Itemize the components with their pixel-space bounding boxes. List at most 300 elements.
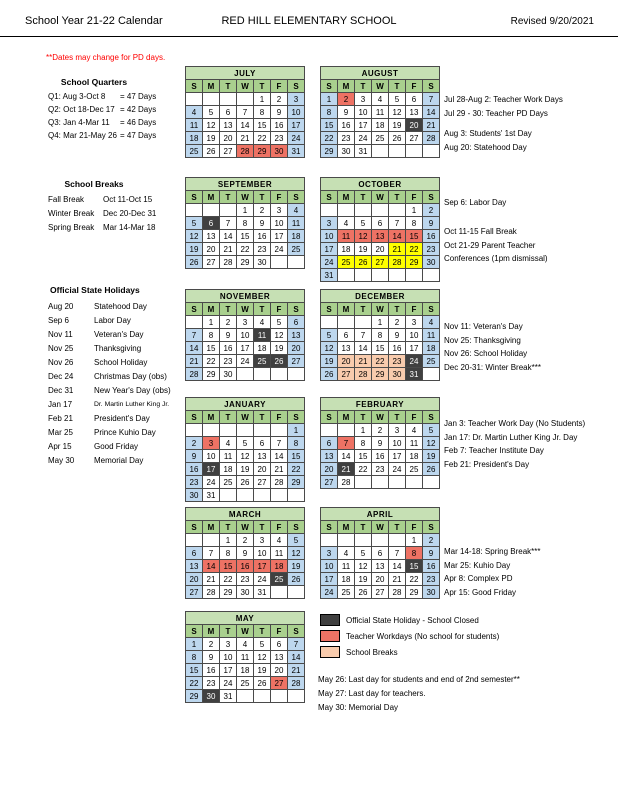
- annotations-novdec: [444, 320, 541, 374]
- day-cell: 19: [237, 463, 254, 476]
- month-title: JANUARY: [186, 398, 305, 411]
- day-cell: 31: [355, 145, 372, 158]
- day-cell: 8: [406, 547, 423, 560]
- dow-header: S: [288, 80, 305, 93]
- day-cell: 20: [372, 573, 389, 586]
- day-cell: 26: [203, 145, 220, 158]
- legend: [320, 612, 499, 660]
- day-cell: 4: [372, 93, 389, 106]
- day-cell: 11: [288, 217, 305, 230]
- day-cell: 16: [203, 664, 220, 677]
- day-cell: 16: [338, 119, 355, 132]
- dow-header: S: [423, 411, 440, 424]
- day-cell: 5: [389, 93, 406, 106]
- day-cell: 5: [254, 638, 271, 651]
- day-cell: 9: [186, 450, 203, 463]
- day-cell: 24: [288, 132, 305, 145]
- holiday-date: Nov 11: [48, 330, 73, 339]
- dow-header: T: [355, 80, 372, 93]
- day-cell: 31: [203, 489, 220, 502]
- day-cell: 23: [186, 476, 203, 489]
- day-cell: 6: [254, 437, 271, 450]
- day-cell: 16: [271, 119, 288, 132]
- dow-header: M: [338, 80, 355, 93]
- dow-header: W: [237, 191, 254, 204]
- day-cell: 10: [355, 106, 372, 119]
- day-cell: 14: [423, 106, 440, 119]
- holiday-label: Good Friday: [94, 442, 139, 451]
- day-cell: 13: [186, 560, 203, 573]
- day-cell: 5: [423, 424, 440, 437]
- day-cell: 27: [254, 476, 271, 489]
- day-cell: 1: [406, 534, 423, 547]
- day-cell: 2: [271, 93, 288, 106]
- day-cell: 19: [355, 573, 372, 586]
- dow-header: S: [423, 80, 440, 93]
- dow-header: T: [355, 521, 372, 534]
- day-cell: 16: [220, 342, 237, 355]
- day-cell: 3: [203, 437, 220, 450]
- dow-header: F: [271, 303, 288, 316]
- day-cell: 12: [423, 437, 440, 450]
- day-cell: 27: [406, 132, 423, 145]
- legend-label: School Breaks: [346, 647, 398, 657]
- day-cell: 22: [203, 355, 220, 368]
- day-cell: 2: [186, 437, 203, 450]
- dow-header: F: [271, 521, 288, 534]
- day-cell: 23: [389, 355, 406, 368]
- page-title: School Year 21-22 Calendar: [25, 15, 163, 27]
- holiday-label: Christmas Day (obs): [94, 372, 167, 381]
- month-title: FEBRUARY: [321, 398, 440, 411]
- day-cell: 25: [423, 355, 440, 368]
- day-cell: 2: [338, 93, 355, 106]
- day-cell: 4: [220, 437, 237, 450]
- day-cell: 21: [271, 463, 288, 476]
- annotation-line: Oct 11-15 Fall Break: [444, 227, 517, 236]
- day-cell: 30: [271, 145, 288, 158]
- day-cell: 12: [288, 547, 305, 560]
- quarter-label: Q2: Oct 18-Dec 17: [48, 105, 115, 114]
- day-cell: 17: [355, 119, 372, 132]
- dow-header: W: [372, 191, 389, 204]
- dow-header: S: [288, 521, 305, 534]
- annotation-line: Mar 25: Kuhio Day: [444, 560, 511, 570]
- break-label: Winter Break: [48, 209, 95, 218]
- day-cell: 12: [321, 342, 338, 355]
- day-cell: 7: [355, 329, 372, 342]
- day-cell: 3: [321, 547, 338, 560]
- annotation-line: Aug 3: Students' 1st Day: [444, 129, 532, 138]
- day-cell: 13: [288, 329, 305, 342]
- day-cell: 24: [271, 243, 288, 256]
- day-cell: 9: [271, 106, 288, 119]
- day-cell: 13: [406, 106, 423, 119]
- day-cell: 10: [220, 651, 237, 664]
- day-cell: 9: [254, 217, 271, 230]
- dow-header: T: [220, 625, 237, 638]
- dow-header: T: [389, 191, 406, 204]
- day-cell: 4: [271, 534, 288, 547]
- dow-header: M: [338, 411, 355, 424]
- day-cell: 17: [220, 664, 237, 677]
- annotation-line: Nov 26: School Holiday: [444, 349, 528, 358]
- holiday-date: Dec 24: [48, 372, 74, 381]
- day-cell: 4: [338, 547, 355, 560]
- day-cell: 10: [321, 230, 338, 243]
- dow-header: F: [271, 80, 288, 93]
- day-cell: 25: [254, 355, 271, 368]
- day-cell: 27: [372, 586, 389, 599]
- holiday-label: President's Day: [94, 414, 150, 423]
- day-cell: 14: [237, 119, 254, 132]
- day-cell: 19: [321, 355, 338, 368]
- dow-header: S: [186, 625, 203, 638]
- dow-header: M: [203, 80, 220, 93]
- day-cell: 8: [237, 217, 254, 230]
- day-cell: 20: [321, 463, 338, 476]
- day-cell: 11: [186, 119, 203, 132]
- holiday-date: Nov 26: [48, 358, 74, 367]
- day-cell: 7: [203, 547, 220, 560]
- day-cell: 13: [372, 230, 389, 243]
- holiday-date: Feb 21: [48, 414, 73, 423]
- annotation-line: Sep 6: Labor Day: [444, 198, 507, 207]
- dow-header: F: [406, 521, 423, 534]
- day-cell: 26: [355, 586, 372, 599]
- day-cell: 6: [186, 547, 203, 560]
- annotations-sep: [444, 196, 506, 210]
- holiday-date: Jan 17: [48, 400, 73, 409]
- dow-header: M: [203, 411, 220, 424]
- day-cell: 10: [406, 329, 423, 342]
- quarter-label: Q4: Mar 21-May 26: [48, 131, 117, 140]
- day-cell: 15: [186, 664, 203, 677]
- annotation-line: Nov 25: Thanksgiving: [444, 335, 521, 345]
- dow-header: W: [237, 411, 254, 424]
- dow-header: S: [288, 191, 305, 204]
- day-cell: 1: [372, 316, 389, 329]
- dow-header: T: [254, 625, 271, 638]
- day-cell: 29: [406, 586, 423, 599]
- dow-header: T: [389, 303, 406, 316]
- day-cell: 30: [186, 489, 203, 502]
- day-cell: 28: [203, 586, 220, 599]
- day-cell: 7: [271, 437, 288, 450]
- day-cell: 17: [203, 463, 220, 476]
- day-cell: 12: [254, 651, 271, 664]
- day-cell: 24: [389, 463, 406, 476]
- annotation-line: Jul 29 - 30: Teacher PD Days: [444, 108, 548, 118]
- day-cell: 20: [338, 355, 355, 368]
- day-cell: 1: [220, 534, 237, 547]
- quarter-days: = 47 Days: [120, 131, 157, 140]
- dow-header: S: [186, 191, 203, 204]
- day-cell: 12: [237, 450, 254, 463]
- day-cell: 12: [186, 230, 203, 243]
- day-cell: 22: [406, 243, 423, 256]
- break-dates: Oct 11-Oct 15: [103, 195, 153, 204]
- annotation-line: Feb 7: Teacher Institute Day: [444, 446, 544, 455]
- day-cell: 9: [203, 651, 220, 664]
- legend-swatch-holiday: [320, 614, 340, 626]
- day-cell: 6: [372, 217, 389, 230]
- day-cell: 6: [271, 638, 288, 651]
- day-cell: 19: [271, 342, 288, 355]
- dow-header: F: [271, 411, 288, 424]
- dow-header: S: [321, 411, 338, 424]
- day-cell: 2: [237, 534, 254, 547]
- holiday-label: Dr. Martin Luther King Jr.: [94, 401, 170, 408]
- day-cell: 6: [372, 547, 389, 560]
- day-cell: 7: [389, 217, 406, 230]
- dow-header: F: [406, 411, 423, 424]
- dow-header: M: [203, 625, 220, 638]
- dow-header: W: [372, 80, 389, 93]
- day-cell: 30: [237, 586, 254, 599]
- day-cell: 5: [288, 534, 305, 547]
- dow-header: S: [288, 303, 305, 316]
- footnote-line: May 26: Last day for students and end of 2nd semester**: [318, 675, 520, 684]
- day-cell: 20: [288, 342, 305, 355]
- day-cell: 26: [237, 476, 254, 489]
- annotation-line: Oct 21-29 Parent Teacher: [444, 240, 536, 250]
- day-cell: 22: [186, 677, 203, 690]
- dow-header: T: [254, 191, 271, 204]
- holiday-date: Sep 6: [48, 316, 69, 325]
- day-cell: 24: [355, 132, 372, 145]
- day-cell: 24: [237, 355, 254, 368]
- day-cell: 30: [423, 256, 440, 269]
- day-cell: 11: [271, 547, 288, 560]
- day-cell: 31: [254, 586, 271, 599]
- day-cell: 9: [338, 106, 355, 119]
- day-cell: 1: [288, 424, 305, 437]
- dow-header: S: [288, 411, 305, 424]
- day-cell: 14: [186, 342, 203, 355]
- dow-header: S: [321, 521, 338, 534]
- day-cell: 12: [271, 329, 288, 342]
- day-cell: 16: [254, 230, 271, 243]
- day-cell: 28: [186, 368, 203, 381]
- day-cell: 27: [203, 256, 220, 269]
- annotations-jul: [444, 93, 563, 120]
- annotation-line: Nov 11: Veteran's Day: [444, 322, 523, 331]
- day-cell: 22: [288, 463, 305, 476]
- day-cell: 23: [254, 243, 271, 256]
- day-cell: 19: [355, 243, 372, 256]
- day-cell: 19: [423, 450, 440, 463]
- day-cell: 22: [321, 132, 338, 145]
- month-title: OCTOBER: [321, 178, 440, 191]
- day-cell: 30: [338, 145, 355, 158]
- dow-header: T: [220, 411, 237, 424]
- annotation-line: Dec 20-31: Winter Break***: [444, 362, 541, 372]
- day-cell: 14: [389, 560, 406, 573]
- holiday-label: Prince Kuhio Day: [94, 428, 156, 437]
- dow-header: W: [237, 303, 254, 316]
- day-cell: 7: [186, 329, 203, 342]
- legend-label: Teacher Workdays (No school for students): [346, 631, 500, 641]
- day-cell: 26: [271, 355, 288, 368]
- dow-header: T: [254, 303, 271, 316]
- dow-header: W: [237, 80, 254, 93]
- day-cell: 8: [406, 217, 423, 230]
- day-cell: 3: [355, 93, 372, 106]
- day-cell: 28: [355, 368, 372, 381]
- day-cell: 10: [288, 106, 305, 119]
- day-cell: 30: [203, 690, 220, 703]
- day-cell: 6: [203, 217, 220, 230]
- day-cell: 18: [406, 450, 423, 463]
- day-cell: 16: [389, 342, 406, 355]
- dow-header: T: [389, 411, 406, 424]
- day-cell: 20: [406, 119, 423, 132]
- day-cell: 10: [254, 547, 271, 560]
- month-title: JULY: [186, 67, 305, 80]
- day-cell: 11: [423, 329, 440, 342]
- day-cell: 15: [288, 450, 305, 463]
- day-cell: 28: [237, 145, 254, 158]
- day-cell: 18: [186, 132, 203, 145]
- day-cell: 13: [372, 560, 389, 573]
- day-cell: 31: [220, 690, 237, 703]
- day-cell: 18: [288, 230, 305, 243]
- dow-header: S: [321, 80, 338, 93]
- break-label: Spring Break: [48, 223, 95, 232]
- day-cell: 12: [355, 230, 372, 243]
- day-cell: 18: [423, 342, 440, 355]
- day-cell: 8: [186, 651, 203, 664]
- day-cell: 8: [254, 106, 271, 119]
- day-cell: 25: [406, 463, 423, 476]
- day-cell: 28: [338, 476, 355, 489]
- dow-header: T: [220, 303, 237, 316]
- day-cell: 21: [389, 573, 406, 586]
- day-cell: 28: [389, 256, 406, 269]
- day-cell: 22: [254, 132, 271, 145]
- dow-header: S: [288, 625, 305, 638]
- day-cell: 18: [254, 342, 271, 355]
- dow-header: S: [186, 303, 203, 316]
- legend-item: [320, 612, 499, 628]
- day-cell: 25: [186, 145, 203, 158]
- day-cell: 4: [406, 424, 423, 437]
- day-cell: 20: [254, 463, 271, 476]
- day-cell: 15: [406, 560, 423, 573]
- dow-header: W: [372, 303, 389, 316]
- day-cell: 4: [237, 638, 254, 651]
- day-cell: 9: [220, 329, 237, 342]
- day-cell: 28: [423, 132, 440, 145]
- day-cell: 11: [254, 329, 271, 342]
- day-cell: 14: [220, 230, 237, 243]
- day-cell: 3: [389, 424, 406, 437]
- day-cell: 18: [271, 560, 288, 573]
- dow-header: M: [203, 521, 220, 534]
- day-cell: 16: [372, 450, 389, 463]
- holiday-date: Apr 15: [48, 442, 72, 451]
- day-cell: 16: [237, 560, 254, 573]
- day-cell: 29: [254, 145, 271, 158]
- holiday-label: Veteran's Day: [94, 330, 144, 339]
- day-cell: 23: [423, 243, 440, 256]
- day-cell: 14: [271, 450, 288, 463]
- month-title: NOVEMBER: [186, 290, 305, 303]
- day-cell: 21: [186, 355, 203, 368]
- dow-header: W: [372, 411, 389, 424]
- day-cell: 16: [423, 230, 440, 243]
- day-cell: 3: [406, 316, 423, 329]
- day-cell: 9: [372, 437, 389, 450]
- day-cell: 8: [203, 329, 220, 342]
- day-cell: 4: [423, 316, 440, 329]
- day-cell: 30: [254, 256, 271, 269]
- dow-header: F: [406, 80, 423, 93]
- day-cell: 3: [321, 217, 338, 230]
- dow-header: T: [220, 521, 237, 534]
- break-dates: Dec 20-Dec 31: [103, 209, 157, 218]
- dow-header: S: [186, 411, 203, 424]
- annotation-line: Mar 14-18: Spring Break***: [444, 547, 541, 556]
- legend-label: Official State Holiday - School Closed: [346, 615, 479, 625]
- day-cell: 17: [321, 573, 338, 586]
- day-cell: 21: [288, 664, 305, 677]
- day-cell: 9: [423, 547, 440, 560]
- annotation-line: Jul 28-Aug 2: Teacher Work Days: [444, 95, 563, 104]
- day-cell: 26: [321, 368, 338, 381]
- day-cell: 26: [423, 463, 440, 476]
- day-cell: 5: [355, 547, 372, 560]
- day-cell: 19: [254, 664, 271, 677]
- quarters-title: School Quarters: [60, 77, 128, 87]
- day-cell: 7: [338, 437, 355, 450]
- annotation-line: Conferences (1pm dismissal): [444, 254, 548, 263]
- day-cell: 24: [406, 355, 423, 368]
- day-cell: 15: [321, 119, 338, 132]
- day-cell: 2: [254, 204, 271, 217]
- annotations-janfeb: [444, 417, 585, 471]
- day-cell: 27: [220, 145, 237, 158]
- day-cell: 15: [254, 119, 271, 132]
- day-cell: 3: [220, 638, 237, 651]
- day-cell: 12: [389, 106, 406, 119]
- day-cell: 14: [288, 651, 305, 664]
- day-cell: 7: [237, 106, 254, 119]
- day-cell: 15: [372, 342, 389, 355]
- day-cell: 20: [203, 243, 220, 256]
- day-cell: 17: [389, 450, 406, 463]
- day-cell: 26: [288, 573, 305, 586]
- day-cell: 29: [288, 476, 305, 489]
- day-cell: 14: [338, 450, 355, 463]
- day-cell: 27: [372, 256, 389, 269]
- day-cell: 17: [288, 119, 305, 132]
- day-cell: 1: [254, 93, 271, 106]
- day-cell: 11: [372, 106, 389, 119]
- day-cell: 2: [423, 534, 440, 547]
- legend-swatch-teacher: [320, 630, 340, 642]
- day-cell: 5: [186, 217, 203, 230]
- day-cell: 21: [237, 132, 254, 145]
- dow-header: T: [355, 191, 372, 204]
- dow-header: S: [186, 521, 203, 534]
- month-title: AUGUST: [321, 67, 440, 80]
- legend-swatch-break: [320, 646, 340, 658]
- day-cell: 2: [220, 316, 237, 329]
- day-cell: 14: [389, 230, 406, 243]
- day-cell: 14: [355, 342, 372, 355]
